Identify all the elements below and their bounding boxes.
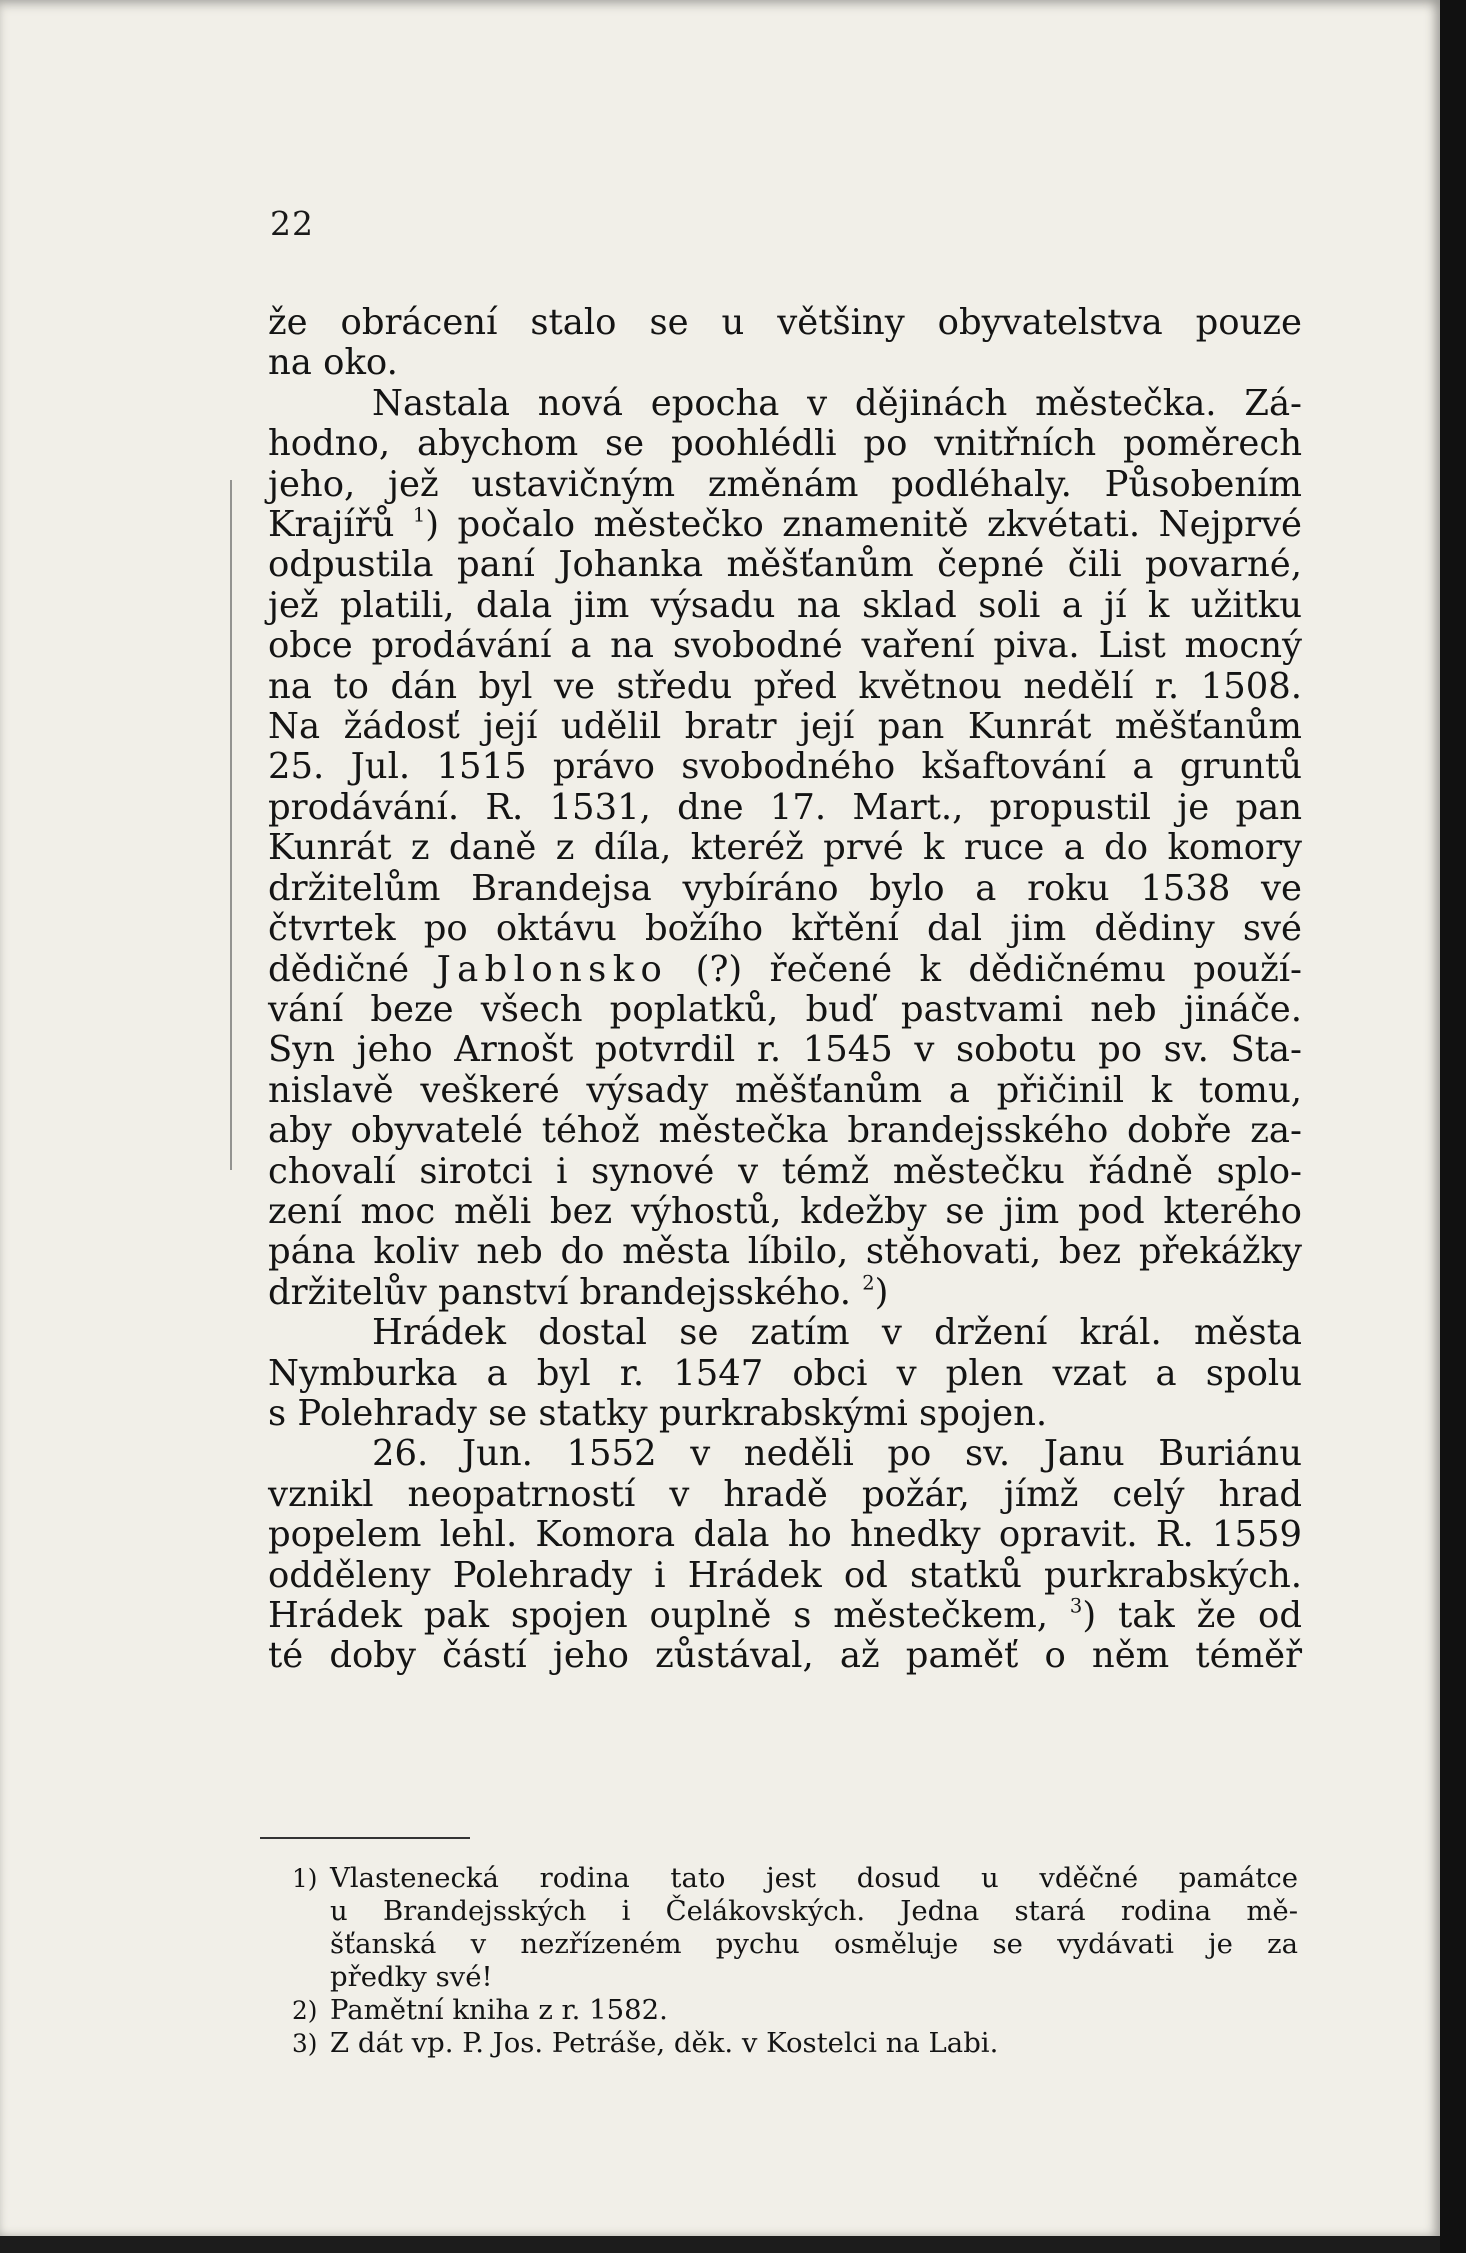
text-line: 26. Jun. 1552 v neděli po sv. Janu Buriánu	[372, 1433, 1302, 1475]
footnote-text: Vlastenecká rodina tato jest dosud u vděčné památce	[330, 1862, 1298, 1894]
text-line	[268, 1273, 1302, 1313]
footnote-line: u Brandejsských i Čelákovských. Jedna stará rodina mě-	[330, 1895, 1298, 1927]
text-line: zení moc měli bez výhostů, kdežby se jim pod kterého	[268, 1190, 1302, 1232]
footnote-text: Z dát vp. P. Jos. Petráše, děk. v Kostelci na Labi.	[330, 2027, 999, 2059]
footnote-line: předky své!	[330, 1961, 493, 1993]
text-line: chovalí sirotci i synové v témž městečku řádně splo-	[268, 1150, 1302, 1192]
book-spine-edge	[1440, 0, 1466, 2253]
text-line: Hrádek dostal se zatím v držení král. města	[372, 1312, 1302, 1354]
footnote-divider	[260, 1837, 470, 1839]
footnote-marker: 3)	[292, 2029, 318, 2058]
text-segment: )	[874, 1271, 889, 1313]
footnote-marker: 2)	[292, 1996, 318, 2025]
body-text	[268, 303, 1302, 1677]
text-line: popelem lehl. Komora dala ho hnedky opravit. R. 1559	[268, 1514, 1302, 1556]
text-line: vání beze všech poplatků, buď pastvami neb jináče.	[268, 988, 1302, 1030]
text-line: že obrácení stalo se u většiny obyvatelstva pouze	[268, 302, 1302, 343]
text-line: s Polehrady se statky purkrabskými spojen.	[268, 1392, 1048, 1434]
text-line: na oko.	[268, 342, 398, 384]
text-segment: ) tak že od	[1082, 1595, 1303, 1636]
text-line: pána koliv neb do města líbilo, stěhovati, bez překážky	[268, 1231, 1302, 1273]
text-line: odpustila paní Johanka měšťanům čepné čili povarné,	[268, 544, 1302, 586]
text-line: Syn jeho Arnošt potvrdil r. 1545 v sobotu po sv. Sta-	[268, 1029, 1302, 1071]
text-line: jež platili, dala jim výsadu na sklad soli a jí k užitku	[268, 584, 1302, 626]
text-line: hodno, abychom se poohlédli po vnitřních poměrech	[268, 423, 1302, 465]
text-line	[268, 1596, 1302, 1636]
text-segment: dědičné	[268, 948, 437, 990]
spaced-name: Jablonsko	[436, 948, 669, 990]
text-segment: (?) řečené k dědičnému použí-	[668, 948, 1302, 990]
footnote-ref: 3	[1069, 1594, 1083, 1618]
footnote-line	[292, 1862, 1298, 1895]
text-line: prodávání. R. 1531, dne 17. Mart., propustil je pan	[268, 786, 1302, 828]
footnote-ref: 1	[412, 503, 426, 527]
text-line: Na žádosť její udělil bratr její pan Kunrát měšťanům	[268, 706, 1302, 748]
text-line: 25. Jul. 1515 právo svobodného kšaftování a gruntů	[268, 746, 1302, 788]
text-line: Nymburka a byl r. 1547 obci v plen vzat a spolu	[268, 1352, 1302, 1394]
text-line: té doby částí jeho zůstával, až paměť o něm téměř	[268, 1635, 1302, 1677]
footnote-text: Pamětní kniha z r. 1582.	[330, 1994, 668, 2026]
footnote-ref: 2	[862, 1271, 875, 1295]
text-segment: držitelův panství brandejsského.	[268, 1271, 852, 1313]
text-line: obce prodávání a na svobodné vaření piva. List mocný	[268, 625, 1302, 667]
text-line: odděleny Polehrady i Hrádek od statků purkrabských.	[268, 1554, 1302, 1596]
text-line: nislavě veškeré výsady měšťanům a přičinil k tomu,	[268, 1069, 1302, 1111]
text-segment: Hrádek pak spojen ouplně s městečkem,	[268, 1595, 1049, 1636]
text-line: aby obyvatelé téhož městečka brandejsského dobře za-	[268, 1110, 1302, 1152]
text-line: čtvrtek po oktávu božího křtění dal jim dědiny své	[268, 908, 1302, 950]
text-line	[268, 950, 1302, 990]
page-number: 22	[270, 204, 314, 243]
footnotes	[292, 1862, 1298, 2060]
text-line: jeho, jež ustavičným změnám podléhaly. Působením	[268, 463, 1302, 505]
footnote-line: šťanská v nezřízeném pychu osměluje se vydávati je za	[330, 1928, 1298, 1960]
text-segment: ) počalo městečko znamenitě zkvétati. Nejprvé	[425, 504, 1303, 546]
footnote-line	[292, 1994, 1298, 2027]
margin-pencil-mark	[230, 480, 240, 1170]
text-line: držitelům Brandejsa vybíráno bylo a roku 1538 ve	[268, 867, 1302, 909]
text-line: Nastala nová epocha v dějinách městečka. Zá-	[372, 382, 1302, 424]
text-line	[268, 505, 1302, 545]
text-line: vznikl neopatrností v hradě požár, jímž celý hrad	[268, 1473, 1302, 1515]
footnote-line	[292, 2027, 1298, 2060]
text-line: Kunrát z daně z díla, kteréž prvé k ruce a do komory	[268, 827, 1302, 869]
text-line: na to dán byl ve středu před květnou nedělí r. 1508.	[268, 665, 1302, 707]
text-segment: Krajířů	[268, 504, 395, 546]
footnote-marker: 1)	[292, 1864, 318, 1893]
